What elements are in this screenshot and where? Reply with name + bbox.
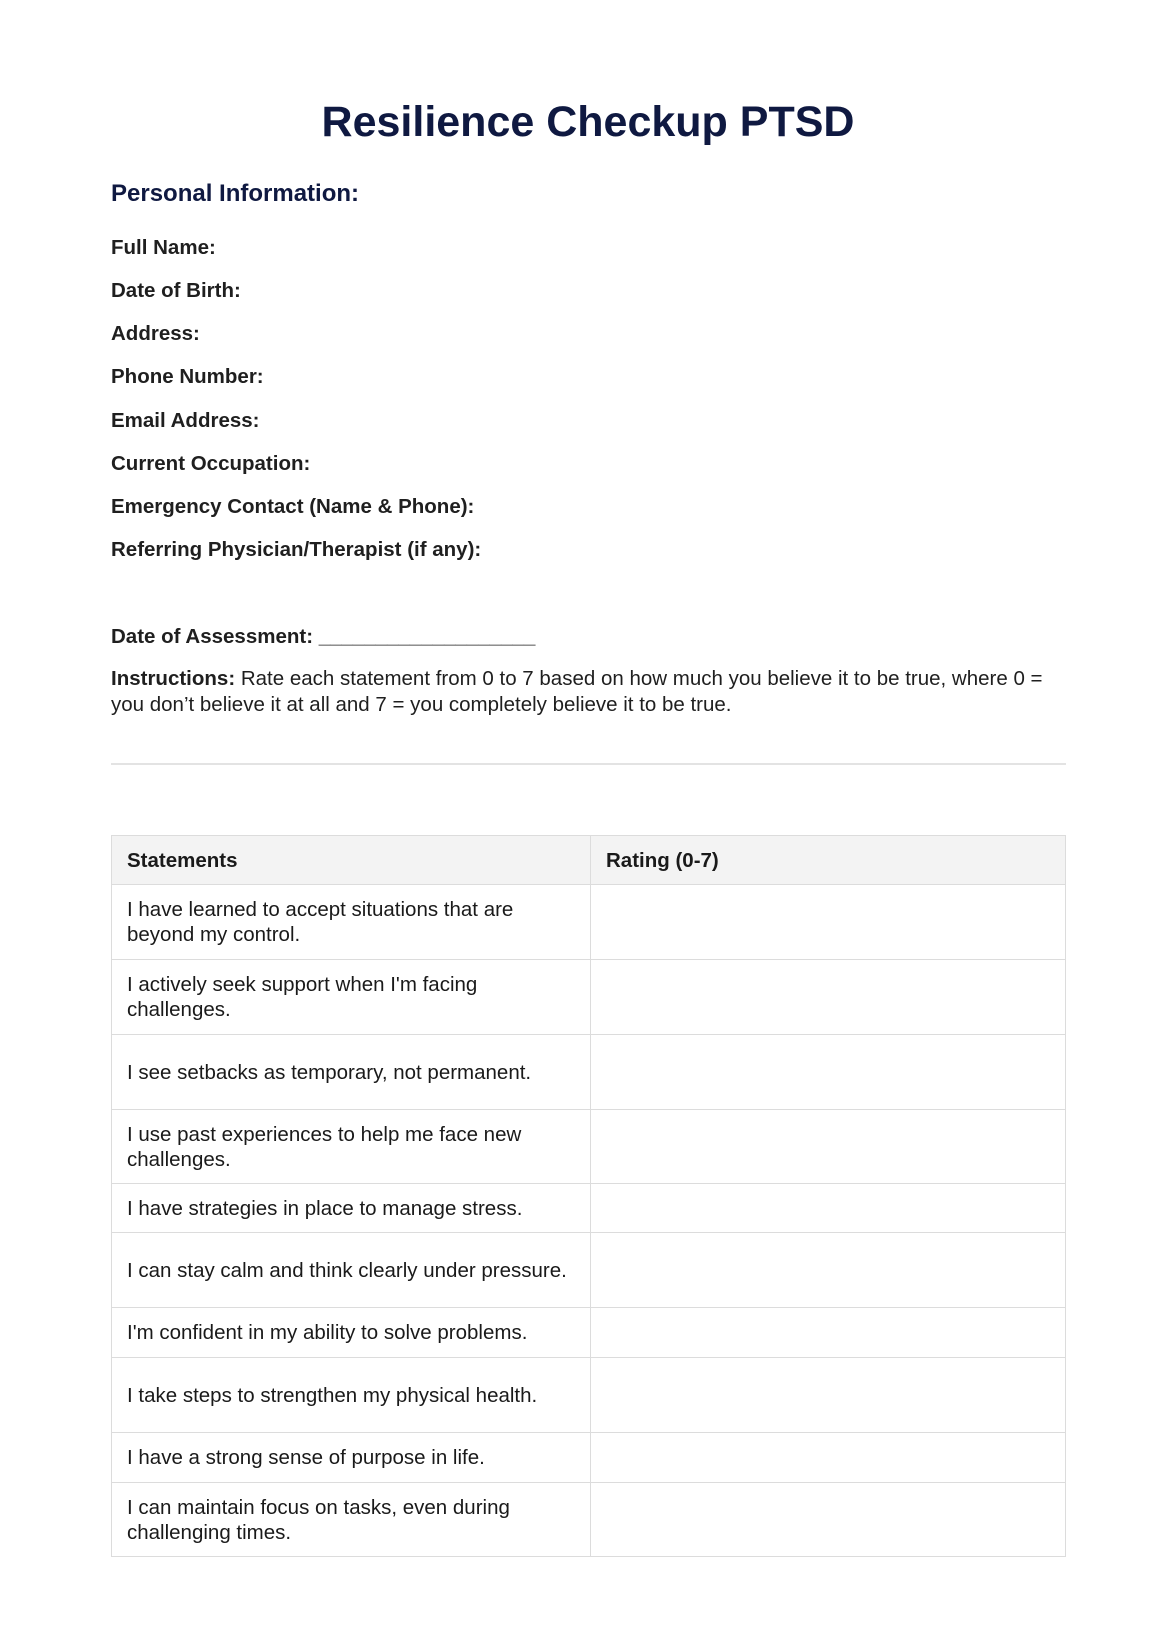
table-row: [112, 1308, 1066, 1358]
statement-cell: I actively seek support when I'm facing challenges.: [112, 960, 591, 1035]
table-row: [112, 885, 1066, 960]
rating-cell[interactable]: [591, 960, 1066, 1035]
page-title: Resilience Checkup PTSD: [321, 98, 855, 146]
rating-cell[interactable]: [591, 1433, 1066, 1483]
rating-table: [111, 835, 1066, 1557]
statement-cell: I have learned to accept situations that are beyond my control.: [112, 885, 591, 960]
statement-cell: I can maintain focus on tasks, even during challenging times.: [112, 1483, 591, 1557]
instructions-text: Rate each statement from 0 to 7 based on how much you believe it to be true, where 0 = you don’t believe it at all and 7 = you completely believe it to be true.: [111, 667, 1043, 716]
statement-cell: I use past experiences to help me face new challenges.: [112, 1110, 591, 1184]
field-address: Address:: [111, 322, 200, 345]
rating-cell[interactable]: [591, 1358, 1066, 1433]
instructions: [111, 666, 1071, 718]
date-of-assessment: Date of Assessment: ___________________: [111, 625, 536, 648]
rating-cell[interactable]: [591, 1308, 1066, 1358]
header-rating: Rating (0-7): [591, 836, 1066, 885]
divider: [111, 763, 1066, 765]
field-referring-physician: Referring Physician/Therapist (if any):: [111, 538, 482, 561]
instructions-label: Instructions:: [111, 667, 236, 690]
header-statements: Statements: [112, 836, 591, 885]
field-full-name: Full Name:: [111, 236, 216, 259]
table-row: [112, 1184, 1066, 1233]
table-row: [112, 1483, 1066, 1557]
table-row: [112, 960, 1066, 1035]
personal-info-heading: Personal Information:: [111, 180, 360, 207]
table-row: [112, 1110, 1066, 1184]
field-date-of-birth: Date of Birth:: [111, 279, 241, 302]
table-row: [112, 1433, 1066, 1483]
statement-cell: I have a strong sense of purpose in life.: [112, 1433, 591, 1483]
rating-cell[interactable]: [591, 1035, 1066, 1110]
rating-cell[interactable]: [591, 1110, 1066, 1184]
table-row: [112, 1035, 1066, 1110]
rating-cell[interactable]: [591, 1483, 1066, 1557]
rating-cell[interactable]: [591, 1184, 1066, 1233]
rating-cell[interactable]: [591, 1233, 1066, 1308]
table-header-row: [112, 836, 1066, 885]
statement-cell: I can stay calm and think clearly under pressure.: [112, 1233, 591, 1308]
field-phone: Phone Number:: [111, 365, 264, 388]
statement-cell: I take steps to strengthen my physical health.: [112, 1358, 591, 1433]
field-occupation: Current Occupation:: [111, 452, 311, 475]
table-row: [112, 1233, 1066, 1308]
statement-cell: I'm confident in my ability to solve problems.: [112, 1308, 591, 1358]
table-row: [112, 1358, 1066, 1433]
rating-cell[interactable]: [591, 885, 1066, 960]
statement-cell: I have strategies in place to manage stress.: [112, 1184, 591, 1233]
statement-cell: I see setbacks as temporary, not permanent.: [112, 1035, 591, 1110]
field-email: Email Address:: [111, 409, 260, 432]
field-emergency-contact: Emergency Contact (Name & Phone):: [111, 495, 475, 518]
